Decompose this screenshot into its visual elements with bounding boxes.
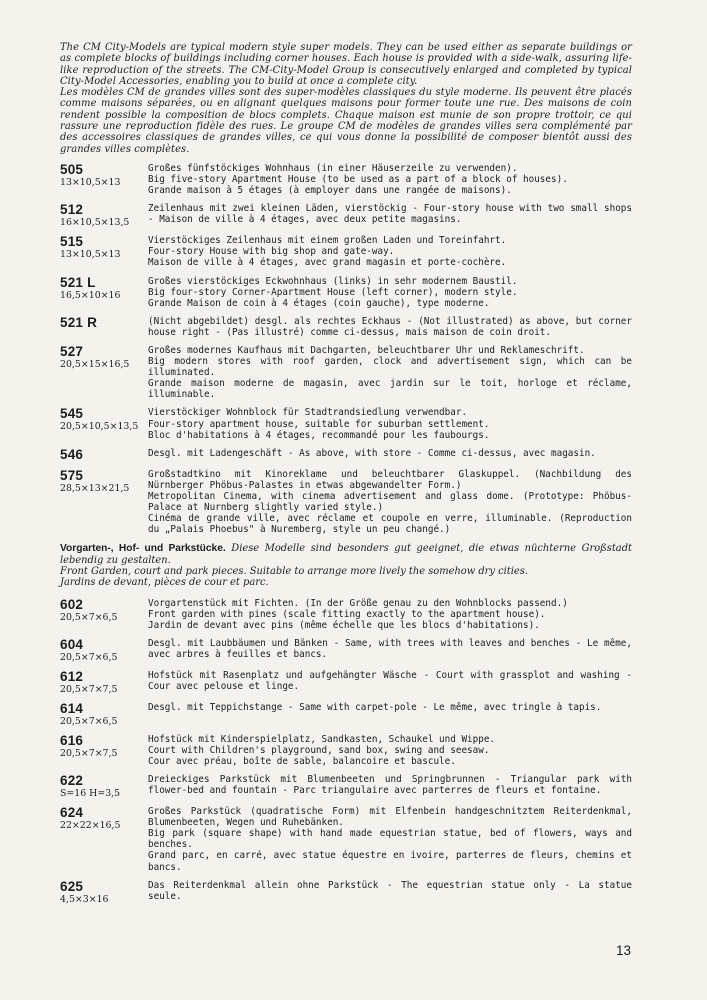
catalog-entry	[60, 734, 632, 767]
entry-description	[148, 734, 632, 767]
description-line: Vierstöckiges Zeilenhaus mit einem großen Laden und Toreinfahrt.	[148, 235, 507, 247]
model-number: 505	[60, 161, 84, 177]
catalog-entry	[60, 316, 632, 338]
model-number: 614	[60, 700, 84, 716]
model-number: 527	[60, 344, 84, 359]
model-number: 616	[60, 732, 84, 748]
catalog-entry	[60, 880, 632, 905]
description-line: Four-story House with big shop and gate-way.	[148, 246, 395, 258]
description-line: Hofstück mit Rasenplatz und aufgehängter Wäsche - Court with grassplot and washing - Cour avec pelouse et linge.	[148, 669, 632, 692]
model-dimensions: 20,5×10,5×13,5	[60, 421, 139, 433]
description-line: Grande maison moderne de magasin, avec jardin sur le toit, horloge et réclame, illuminable.	[148, 378, 632, 401]
entry-description	[148, 235, 632, 268]
model-number: 546	[60, 446, 84, 462]
description-line: Großstadtkino mit Kinoreklame und beleuchtbarer Glaskuppel. (Nachbildung des Nürnberger Phöbus-Palastes in etwas abgewandelter Form.)	[148, 468, 632, 491]
entry-id-column	[60, 598, 148, 631]
catalog-entry	[60, 203, 632, 228]
entry-description	[148, 774, 632, 799]
catalog-entry	[60, 276, 632, 309]
model-number: 625	[60, 878, 84, 894]
description-line: Grande Maison de coin à 4 étages (coin gauche), type moderne.	[148, 297, 490, 309]
intro-text	[60, 42, 632, 155]
entry-description	[148, 407, 632, 440]
model-dimensions: 16,5×10×16	[60, 289, 121, 301]
description-line: Das Reiterdenkmal allein ohne Parkstück - The equestrian statue only - La statue seule.	[148, 879, 632, 902]
catalog-entry	[60, 345, 632, 400]
description-line: Four-story apartment house, suitable for suburban settlement.	[148, 418, 490, 430]
section-subtitle: Diese Modelle sind besonders gut geeignet, die etwas nüchterne Großstadt lebendig zu gestalten.	[60, 543, 632, 566]
entry-id-column	[60, 469, 148, 536]
catalog-entry	[60, 670, 632, 695]
description-line: Großes Parkstück (quadratische Form) mit Elfenbein handgeschnitztem Reiterdenkmal, Blumenbeeten, Wegen und Ruhebänken.	[148, 806, 632, 829]
entry-id-column	[60, 806, 148, 873]
entry-id-column	[60, 702, 148, 727]
entry-description	[148, 163, 632, 196]
description-line: Dreieckiges Parkstück mit Blumenbeeten und Springbrunnen - Triangular park with flower-bed and fountain - Parc triangulaire avec parterres de fleurs et fontaine.	[148, 774, 632, 797]
description-line: Jardin de devant avec pins (même échelle que les blocs d'habitations).	[148, 619, 540, 631]
description-line: Grande maison à 5 étages (à employer dans une rangée de maisons).	[148, 185, 512, 197]
entry-id-column	[60, 203, 148, 228]
description-line: (Nicht abgebildet) desgl. als rechtes Eckhaus - (Not illustrated) as above, but corner house right - (Pas illustré) comme ci-dessus, mais maison de coin droit.	[148, 315, 632, 338]
entry-id-column	[60, 316, 148, 338]
section-english: Front Garden, court and park pieces. Suitable to arrange more lively the somehow dry cities.	[60, 565, 528, 577]
catalog-entry	[60, 448, 632, 462]
description-line: Metropolitan Cinema, with cinema advertisement and glass dome. (Prototype: Phöbus-Palace at Nurnberg slightly varied style.)	[148, 490, 632, 514]
entry-description	[148, 276, 632, 309]
description-line: Großes vierstöckiges Eckwohnhaus (links) in sehr modernem Baustil.	[148, 275, 518, 287]
description-line: Court with Children's playground, sand box, swing and seesaw.	[148, 744, 490, 756]
model-number: 515	[60, 234, 84, 250]
model-dimensions: 28,5×13×21,5	[60, 482, 130, 494]
model-dimensions: 20,5×7×7,5	[60, 747, 118, 759]
catalog-entry	[60, 806, 632, 873]
entry-description	[148, 702, 632, 727]
model-dimensions: 20,5×7×6,5	[60, 611, 118, 623]
model-dimensions: 22×22×16,5	[60, 820, 121, 832]
model-number: 575	[60, 467, 84, 483]
entry-id-column	[60, 345, 148, 400]
model-dimensions: 13×10,5×13	[60, 176, 121, 188]
description-line: Hofstück mit Kinderspielplatz, Sandkasten, Schaukel und Wippe.	[148, 733, 496, 745]
intro-french: Les modèles CM de grandes villes sont des super-modèles classiques du style moderne. Ils peuvent être placés comme maisons séparées, ou en alignant quelques maisons pour former toute une rue. Des maisons de coin rendent possible la composition de blocs complets. Chaque maison est munie de son propre trottoir, ce qui rassure une reproduction fidèle des rues. Le groupe CM de modèles de grandes villes sera complémenté par des accessoires classiques de grandes villes, ce qui vous donne la possibilité de composer bientôt aussi des grandes villes complètes.	[60, 87, 632, 155]
description-line: Cour avec préau, boîte de sable, balancoire et bascule.	[148, 755, 456, 767]
entry-description	[148, 598, 632, 631]
description-line: Maison de ville à 4 étages, avec grand magasin et porte-cochère.	[148, 257, 507, 269]
section-heading	[60, 543, 632, 588]
model-number: 512	[60, 202, 84, 218]
entry-id-column	[60, 734, 148, 767]
description-line: Großes modernes Kaufhaus mit Dachgarten, beleuchtbarer Uhr und Reklameschrift.	[148, 345, 585, 356]
catalog-entry	[60, 598, 632, 631]
model-number: 622	[60, 773, 84, 789]
model-dimensions: 20,5×15×16,5	[60, 359, 130, 370]
entry-description	[148, 345, 632, 400]
description-line: Desgl. mit Laubbäumen und Bänken - Same, with trees with leaves and benches - Le même, avec arbres à feuilles et bancs.	[148, 637, 632, 660]
entry-description	[148, 638, 632, 663]
entry-description	[148, 203, 632, 228]
model-dimensions: 16×10,5×13,5	[60, 217, 130, 229]
model-dimensions: S=16 H=3,5	[60, 788, 121, 800]
model-number: 545	[60, 406, 84, 422]
model-dimensions: 20,5×7×6,5	[60, 651, 118, 663]
entry-id-column	[60, 670, 148, 695]
model-dimensions: 13×10,5×13	[60, 249, 121, 261]
model-number: 521 R	[60, 314, 98, 330]
garden-entries	[60, 598, 632, 905]
catalog-entry	[60, 163, 632, 196]
description-line: Großes fünfstöckiges Wohnhaus (in einer Häuserzeile zu verwenden).	[148, 162, 518, 174]
description-line: Big four-story Corner-Apartment House (left corner), modern style.	[148, 286, 518, 298]
description-line: Desgl. mit Teppichstange - Same with carpet-pole - Le même, avec tringle à tapis.	[148, 701, 602, 713]
entry-id-column	[60, 880, 148, 905]
section-french: Jardins de devant, pièces de cour et parc.	[60, 577, 269, 589]
description-line: Cinéma de grande ville, avec réclame et coupole en verre, illuminable. (Reproduction du „Palais Phoebus" à Nuremberg, style un peu changé.)	[148, 513, 632, 536]
description-line: Desgl. mit Ladengeschäft - As above, with store - Comme ci-dessus, avec magasin.	[148, 447, 596, 459]
entry-description	[148, 880, 632, 905]
entry-description	[148, 469, 632, 536]
catalog-entry	[60, 638, 632, 663]
model-number: 521 L	[60, 274, 96, 290]
catalog-entry	[60, 774, 632, 799]
entry-id-column	[60, 407, 148, 440]
model-number: 604	[60, 636, 84, 652]
catalog-page	[60, 42, 632, 912]
entry-description	[148, 670, 632, 695]
entry-id-column	[60, 774, 148, 799]
model-dimensions: 20,5×7×7,5	[60, 683, 118, 695]
catalog-entry	[60, 702, 632, 727]
description-line: Big five-story Apartment House (to be used as a part of a block of houses).	[148, 174, 568, 186]
catalog-entry	[60, 235, 632, 268]
model-number: 612	[60, 668, 84, 684]
entry-id-column	[60, 276, 148, 309]
entry-id-column	[60, 638, 148, 663]
model-number: 602	[60, 596, 84, 612]
description-line: Vorgartenstück mit Fichten. (In der Größe genau zu den Wohnblocks passend.)	[148, 597, 568, 609]
intro-english: The CM City-Models are typical modern style super models. They can be used either as separate buildings or as complete blocks of buildings including corner houses. Each house is provided with a side-walk, assuring life-like reproduction of the streets. The CM-City-Model Group is consecutively enlarged and completed by typical City-Model Accessories, enabling you to build at once a complete city.	[60, 42, 632, 87]
description-line: Big modern stores with roof garden, clock and advertisement sign, which can be illuminated.	[148, 356, 632, 379]
description-line: Zeilenhaus mit zwei kleinen Läden, vierstöckig - Four-story house with two small shops - Maison de ville à 4 étages, avec deux petite magasins.	[148, 203, 632, 226]
model-number: 624	[60, 805, 84, 821]
description-line: Grand parc, en carré, avec statue équestre en ivoire, parterres de fleurs, chemins et bancs.	[148, 850, 632, 873]
section-title: Vorgarten-, Hof- und Parkstücke.	[60, 543, 226, 555]
model-dimensions: 4,5×3×16	[60, 893, 109, 905]
description-line: Big park (square shape) with hand made equestrian statue, bed of flowers, ways and benches.	[148, 828, 632, 851]
entry-id-column	[60, 448, 148, 462]
entry-id-column	[60, 235, 148, 268]
catalog-entry	[60, 407, 632, 440]
building-entries	[60, 163, 632, 535]
entry-description	[148, 316, 632, 338]
description-line: Vierstöckiger Wohnblock für Stadtrandsiedlung verwendbar.	[148, 407, 468, 419]
description-line: Bloc d'habitations à 4 étages, recommandé pour les faubourgs.	[148, 429, 490, 441]
description-line: Front garden with pines (scale fitting exactly to the apartment house).	[148, 608, 546, 620]
entry-description	[148, 806, 632, 873]
entry-id-column	[60, 163, 148, 196]
entry-description	[148, 448, 632, 462]
page-number: 13	[616, 943, 632, 958]
catalog-entry	[60, 469, 632, 536]
model-dimensions: 20,5×7×6,5	[60, 715, 118, 727]
